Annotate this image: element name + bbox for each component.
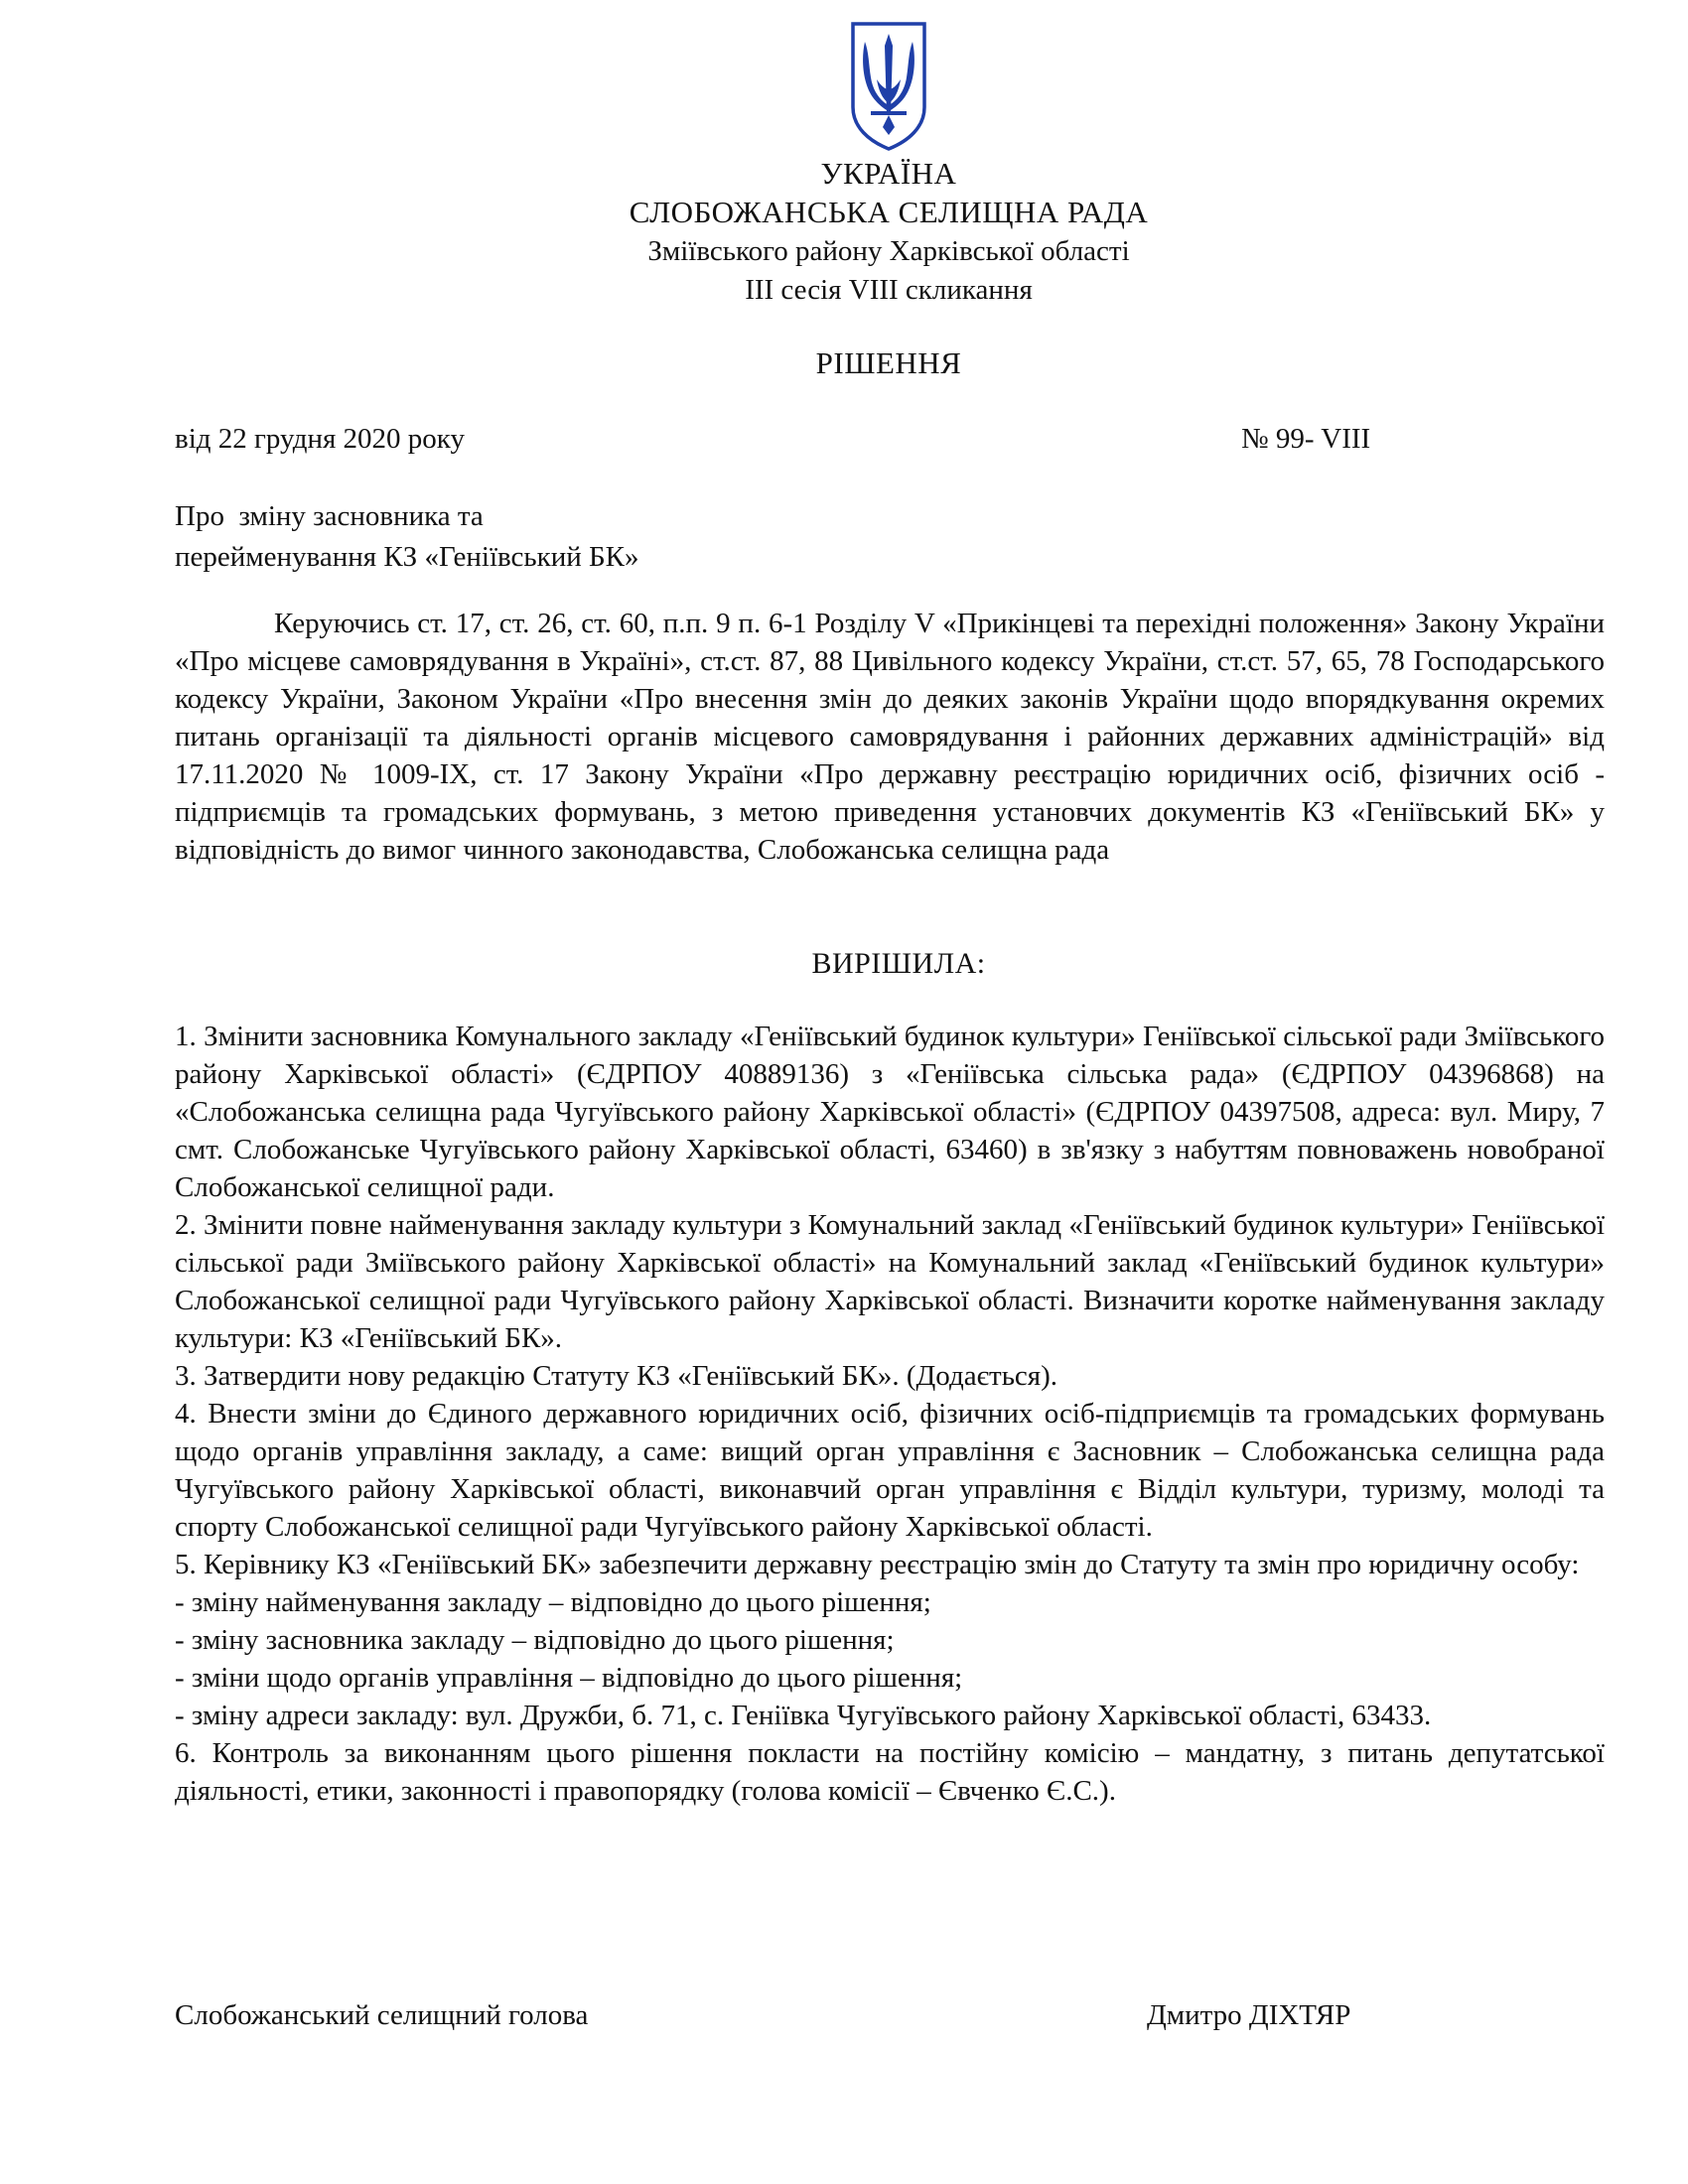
signatory-name: Дмитро ДІХТЯР	[1147, 1999, 1351, 2031]
decision-item: 5. Керівнику КЗ «Геніївський БК» забезпечити державну реєстрацію змін до Статуту та змін про юридичну особу:	[175, 1549, 1580, 1580]
decision-date: від 22 грудня 2020 року	[175, 423, 465, 455]
subject-line: перейменування КЗ «Геніївський БК»	[175, 541, 639, 573]
decision-item: 6. Контроль за виконанням цього рішення покласти на постійну комісію – мандатну, з питань депутатської діяльності, етики, законності і правопорядку (голова комісії – Євченко Є.С.).	[175, 1737, 1605, 1807]
session-line: ІІІ сесія VIІІ скликання	[745, 274, 1033, 306]
decision-item: 4. Внести зміни до Єдиного державного юридичних осіб, фізичних осіб-підприємців та громадських формувань щодо органів управління закладу, а саме: вищий орган управління є Засновник – Слобожанська селищна рада Чугуївського району Харківської області, виконавчий орган управління є Відділ культури, туризму, молоді та спорту Слобожанської селищної ради Чугуївського району Харківської області.	[175, 1398, 1605, 1543]
signatory-title: Слобожанський селищний голова	[175, 1999, 589, 2031]
subject-line: Про зміну засновника та	[175, 500, 484, 532]
decision-item: 1. Змінити засновника Комунального закладу «Геніївський будинок культури» Геніївської сільської ради Зміївського району Харківської області» (ЄДРПОУ 40889136) з «Геніївська сільська рада» (ЄДРПОУ 04396868) на «Слобожанська селищна рада Чугуївського району Харківської області» (ЄДРПОУ 04397508, адреса: вул. Миру, 7 смт. Слобожанське Чугуївського району Харківської області, 63460) в зв'язку з набуттям повноважень новобраної Слобожанської селищної ради.	[175, 1021, 1605, 1203]
coat-of-arms-icon	[847, 20, 930, 153]
council-name: СЛОБОЖАНСЬКА СЕЛИЩНА РАДА	[629, 195, 1149, 229]
country-name: УКРАЇНА	[820, 156, 957, 191]
decision-items	[175, 1018, 1605, 1810]
decision-subitem: - зміну найменування закладу – відповідно до цього рішення;	[175, 1586, 931, 1618]
document-type: РІШЕННЯ	[815, 345, 962, 380]
preamble-paragraph: Керуючись ст. 17, ст. 26, ст. 60, п.п. 9 п. 6-1 Розділу V «Прикінцеві та перехідні положення» Закону України «Про місцеве самоврядування в Україні», ст.ст. 87, 88 Цивільного кодексу України, ст.ст. 57, 65, 78 Господарського кодексу України, Законом України «Про внесення змін до деяких законів України щодо впорядкування окремих питань організації та діяльності органів місцевого самоврядування і районних державних адміністрацій» від 17.11.2020 № 1009-IX, ст. 17 Закону України «Про державну реєстрацію юридичних осіб, фізичних осіб - підприємців та громадських формувань, з метою приведення установчих документів КЗ «Геніївський БК» у відповідність до вимог чинного законодавства, Слобожанська селищна рада	[175, 608, 1605, 866]
decision-subject	[175, 496, 639, 578]
resolved-heading: ВИРІШИЛА:	[811, 947, 986, 980]
decision-subitem: - зміну засновника закладу – відповідно до цього рішення;	[175, 1624, 895, 1656]
decision-subitem: - зміни щодо органів управління – відповідно до цього рішення;	[175, 1662, 963, 1694]
decision-subitem: - зміну адреси закладу: вул. Дружби, б. 71, с. Геніївка Чугуївського району Харківської області, 63433.	[175, 1700, 1432, 1731]
decision-number: № 99- VIII	[1241, 423, 1371, 455]
decision-item: 3. Затвердити нову редакцію Статуту КЗ «Геніївський БК». (Додається).	[175, 1360, 1058, 1392]
decision-item: 2. Змінити повне найменування закладу культури з Комунальний заклад «Геніївський будинок культури» Геніївської сільської ради Зміївського району Харківської області» на Комунальний заклад «Геніївський будинок культури» Слобожанської селищної ради Чугуївського району Харківської області. Визначити коротке найменування закладу культури: КЗ «Геніївський БК».	[175, 1209, 1605, 1354]
district-line: Зміївського району Харківської області	[647, 235, 1130, 267]
